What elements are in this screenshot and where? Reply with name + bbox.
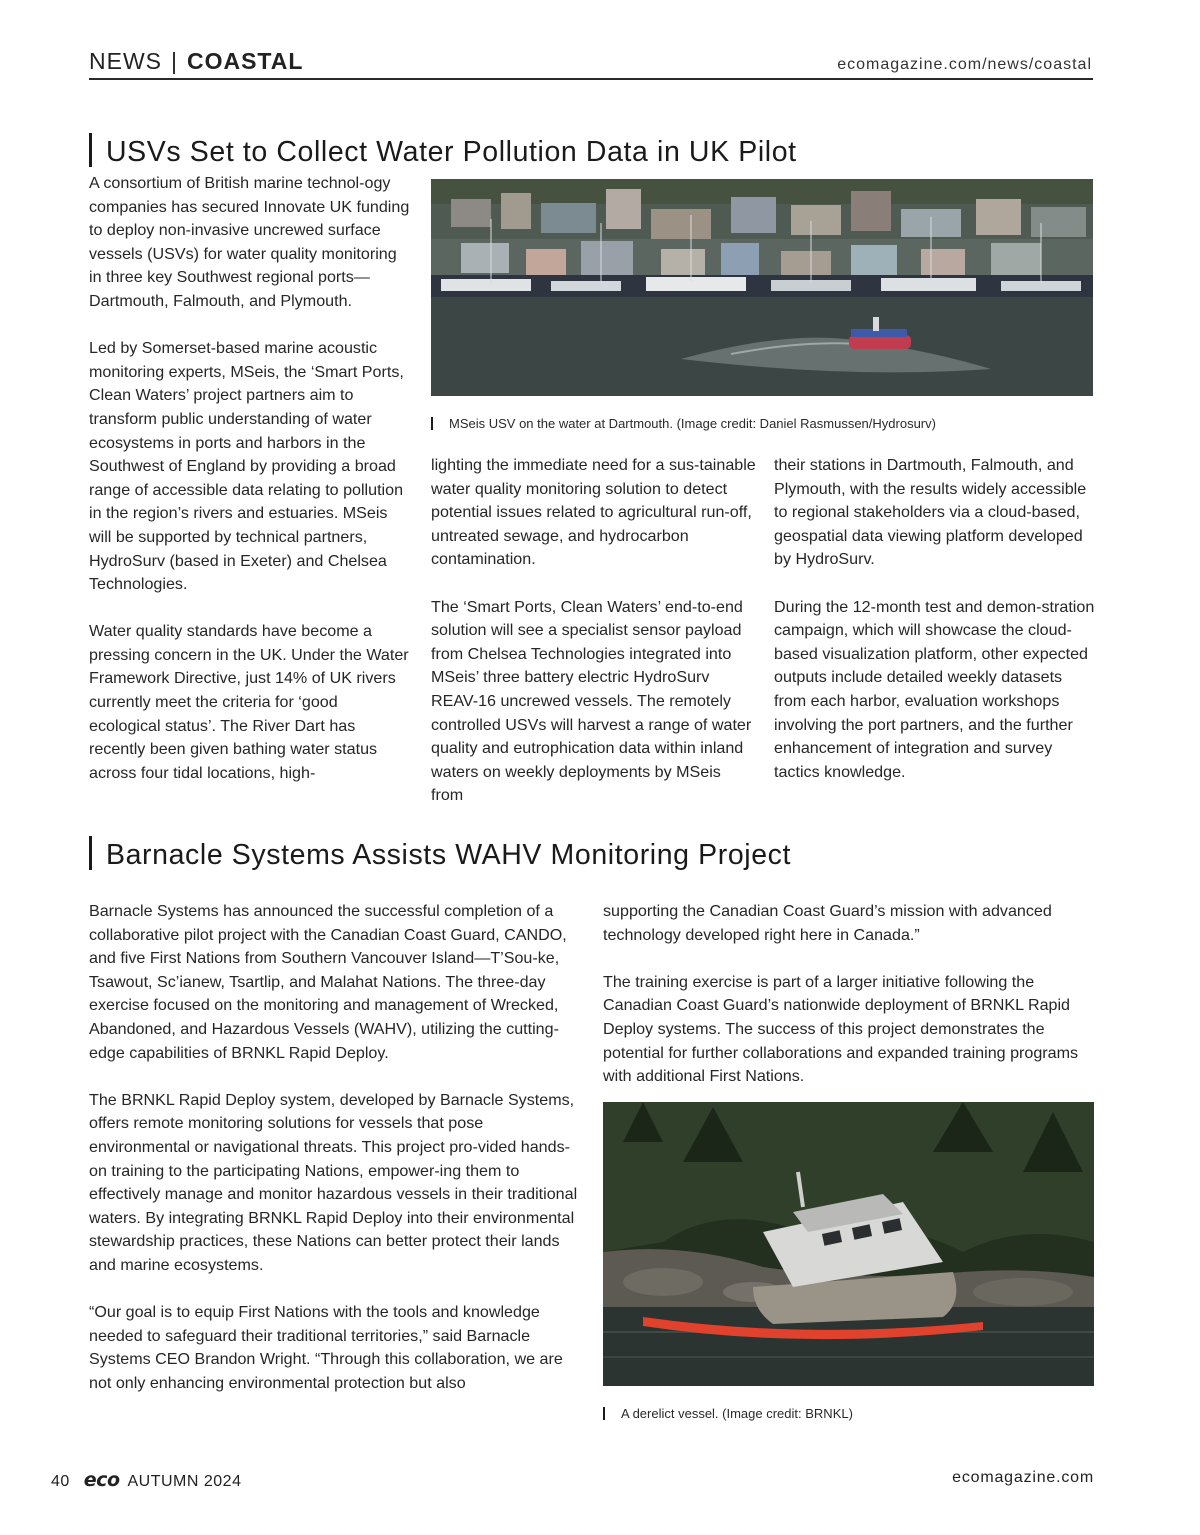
caption-accent-bar	[431, 417, 433, 430]
article1-headline	[89, 133, 797, 169]
paragraph: Water quality standards have become a pressing concern in the UK. Under the Water Framework Directive, just 14% of UK rivers currently meet the criteria for ‘good ecological status’. The River Dart has recently been given bathing water status across four tidal locations, high-	[89, 622, 409, 782]
article2-headline	[89, 836, 791, 872]
page-number: 40	[51, 1473, 70, 1490]
usv-harbor-photo	[431, 179, 1093, 396]
article1-column-3	[774, 454, 1096, 784]
photo2-caption-text: A derelict vessel. (Image credit: BRNKL)	[621, 1406, 853, 1421]
article1-column-1	[89, 172, 411, 785]
footer-site[interactable]: ecomagazine.com	[952, 1469, 1094, 1486]
paragraph: lighting the immediate need for a sus-tainable water quality monitoring solution to detect potential issues related to agricultural run-off, untreated sewage, and hydrocarbon contamination.	[431, 456, 756, 569]
article1-column-2	[431, 454, 757, 808]
paragraph: The BRNKL Rapid Deploy system, developed by Barnacle Systems, offers remote monitoring solutions for vessels that pose environmental or navigational threats. This project pro-vided hands-on training to the participating Nations, empower-ing them to effectively manage and monitor hazardous vessels in their traditional waters. By integrating BRNKL Rapid Deploy into their environmental stewardship practices, these Nations can better protect their lands and marine ecosystems.	[89, 1090, 578, 1274]
subsection-label: COASTAL	[186, 48, 304, 74]
section-header	[89, 48, 303, 75]
headline-accent-bar	[89, 133, 92, 167]
caption-accent-bar	[603, 1407, 605, 1420]
article2-column-1	[89, 900, 581, 1395]
paragraph: During the 12-month test and demon-stration campaign, which will showcase the cloud-based visualization platform, other expected outputs include detailed weekly datasets from each harbor, evaluation workshops involving the port partners, and the further enhancement of integration and survey tactics knowledge.	[774, 597, 1095, 781]
paragraph: supporting the Canadian Coast Guard’s mission with advanced technology developed right here in Canada.”	[603, 902, 1052, 944]
photo1-caption-text: MSeis USV on the water at Dartmouth. (Image credit: Daniel Rasmussen/Hydrosurv)	[449, 416, 936, 431]
article2-title: Barnacle Systems Assists WAHV Monitoring Project	[106, 839, 792, 871]
paragraph: The ‘Smart Ports, Clean Waters’ end-to-end solution will see a specialist sensor payload from Chelsea Technologies integrated into MSeis’ three battery electric HydroSurv REAV-16 uncrewed vessels. The remotely controlled USVs will harvest a range of water quality and eutrophication data within inland waters on weekly deployments by MSeis from	[431, 597, 752, 805]
footer-issue-info	[51, 1469, 241, 1491]
header-divider	[89, 78, 1093, 80]
headline-accent-bar	[89, 836, 92, 870]
photo2-caption	[603, 1406, 853, 1421]
paragraph: Barnacle Systems has announced the successful completion of a collaborative pilot project with the Canadian Coast Guard, CANDO, and five First Nations from Southern Vancouver Island—T’Sou-ke, Tsawout, Sc’ianew, Tsartlip, and Malahat Nations. The three-day exercise focused on the monitoring and management of Wrecked, Abandoned, and Hazardous Vessels (WAHV), utilizing the cutting-edge capabilities of BRNKL Rapid Deploy.	[89, 902, 567, 1062]
paragraph: Led by Somerset-based marine acoustic monitoring experts, MSeis, the ‘Smart Ports, Clean Waters’ project partners aim to transform public understanding of water ecosystems in ports and harbors in the Southwest of England by providing a broad range of accessible data relating to pollution in the region’s rivers and estuaries. MSeis will be supported by technical partners, HydroSurv (based in Exeter) and Chelsea Technologies.	[89, 339, 404, 594]
section-separator: |	[171, 48, 178, 74]
article2-column-2	[603, 900, 1097, 1089]
derelict-vessel-photo	[603, 1102, 1094, 1386]
issue-label: AUTUMN 2024	[127, 1473, 242, 1490]
photo1-caption	[431, 416, 936, 431]
paragraph: A consortium of British marine technol-ogy companies has secured Innovate UK funding to deploy non-invasive uncrewed surface vessels (USVs) for water quality monitoring in three key Southwest regional ports—Dartmouth, Falmouth, and Plymouth.	[89, 174, 410, 310]
article1-title: USVs Set to Collect Water Pollution Data in UK Pilot	[106, 136, 797, 168]
paragraph: their stations in Dartmouth, Falmouth, and Plymouth, with the results widely accessible to regional stakeholders via a cloud-based, geospatial data viewing platform developed by HydroSurv.	[774, 456, 1087, 569]
section-label: NEWS	[89, 48, 162, 74]
paragraph: The training exercise is part of a larger initiative following the Canadian Coast Guard’s nationwide deployment of BRNKL Rapid Deploy systems. The success of this project demonstrates the potential for further collaborations and expanded training programs with additional First Nations.	[603, 972, 1079, 1086]
paragraph: “Our goal is to equip First Nations with the tools and knowledge needed to safeguard their traditional territories,” said Barnacle Systems CEO Brandon Wright. “Through this collaboration, we are not only enhancing environmental protection but also	[89, 1303, 563, 1392]
eco-logo: eco	[83, 1469, 120, 1491]
header-url[interactable]: ecomagazine.com/news/coastal	[837, 56, 1092, 73]
